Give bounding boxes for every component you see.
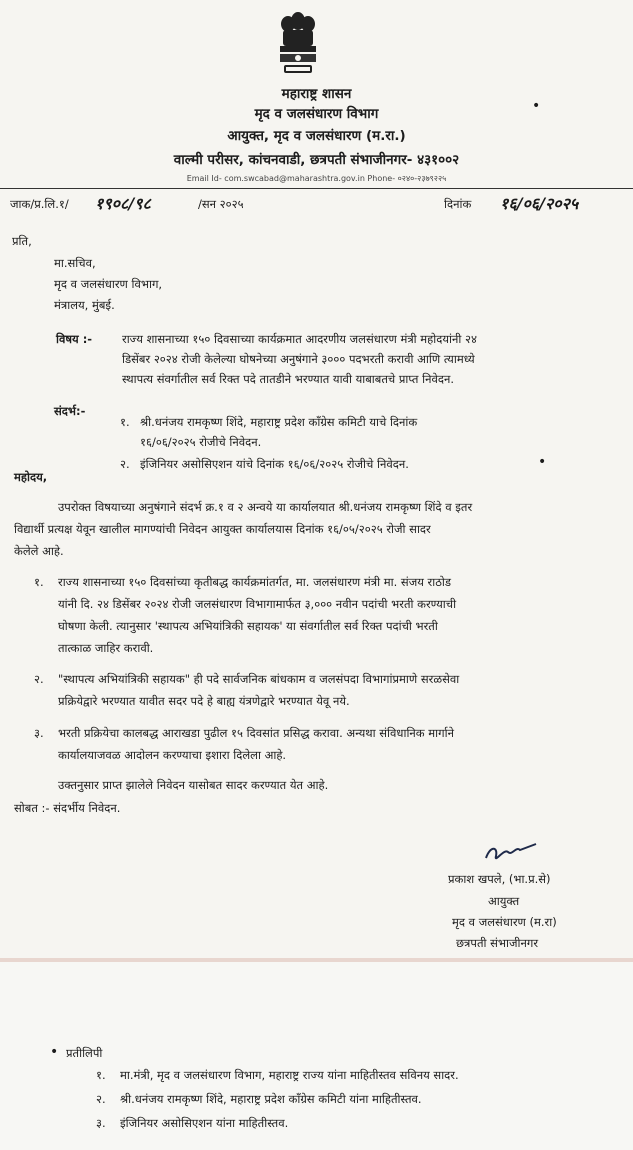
subject-label: विषय :- — [56, 332, 93, 346]
letter-page-2 — [0, 962, 633, 1150]
recipient-line1: मा.सचिव, — [54, 256, 96, 270]
subject-line: स्थापत्य संवर्गातील सर्व रिक्त पदे तातडीने भरण्यात यावी याबाबतचे प्राप्त निवेदन. — [122, 372, 455, 386]
stray-dot: • — [538, 454, 547, 470]
copy-item: इंजिनियर असोसिएशन यांना माहितीस्तव. — [120, 1116, 289, 1130]
point-num: ३. — [34, 726, 44, 740]
reference-item-num: २. — [120, 457, 130, 471]
copy-num: २. — [96, 1092, 106, 1106]
point-line: कार्यालयाजवळ आदोलन करण्याचा इशारा दिलेला आहे. — [58, 748, 287, 762]
salutation: महोदय, — [14, 470, 48, 484]
header-commissioner: आयुक्त, मृद व जलसंधारण (म.रा.) — [227, 128, 406, 144]
recipient-line3: मंत्रालय, मुंबई. — [54, 298, 115, 312]
reference-item-text: १६/०६/२०२५ रोजीचे निवेदन. — [140, 435, 262, 449]
closing-line: उक्तनुसार प्राप्त झालेले निवेदन यासोबत सादर करण्यात येत आहे. — [58, 778, 329, 792]
recipient-line2: मृद व जलसंधारण विभाग, — [54, 277, 163, 291]
stray-dot: • — [532, 98, 541, 114]
copies-heading: प्रतीलिपी — [66, 1046, 103, 1060]
intro-line: विद्यार्थी प्रत्यक्ष येवून खालील मागण्यांची निवेदन आयुक्त कार्यालयास दिनांक १६/०५/२०२५ रोजी सादर — [14, 522, 431, 536]
point-line: यांनी दि. २४ डिसेंबर २०२४ रोजी जलसंधारण विभागामार्फत ३,००० नवीन पदांची भरती करण्याची — [58, 597, 457, 611]
point-line: "स्थापत्य अभियांत्रिकी सहायक" ही पदे सार्वजनिक बांधकाम व जलसंपदा विभागांप्रमाणे सरळसेवा — [58, 672, 460, 686]
state-emblem-icon — [272, 10, 324, 80]
reference-date-value: १६/०६/२०२५ — [500, 194, 579, 213]
signatory-designation: आयुक्त — [488, 894, 520, 908]
signatory-name: प्रकाश खपले, (भा.प्र.से) — [448, 872, 551, 886]
reference-year: /सन २०२५ — [198, 197, 244, 211]
copy-num: ३. — [96, 1116, 106, 1130]
reference-item-text: श्री.धनंजय रामकृष्ण शिंदे, महाराष्ट्र प्रदेश कॉंग्रेस कमिटी याचे दिनांक — [140, 415, 418, 429]
copy-item: श्री.धनंजय रामकृष्ण शिंदे, महाराष्ट्र प्रदेश कॉंग्रेस कमिटी यांना माहितीस्तव. — [120, 1092, 422, 1106]
point-line: प्रक्रियेद्वारे भरण्यात यावीत सदर पदे हे बाह्य यंत्रणेद्वारे भरण्यात येवू नये. — [58, 694, 350, 708]
signatory-city: छत्रपती संभाजीनगर — [456, 936, 539, 950]
intro-line: उपरोक्त विषयाच्या अनुषंगाने संदर्भ क्र.१ व २ अन्वये या कार्यालयात श्री.धनंजय रामकृष्ण शिंदे व इतर — [58, 500, 473, 514]
header-department: मृद व जलसंधारण विभाग — [254, 106, 379, 122]
copy-item: मा.मंत्री, मृद व जलसंधारण विभाग, महाराष्ट्र राज्य यांना माहितीस्तव सविनय सादर. — [120, 1068, 459, 1082]
header-address: वाल्मी परीसर, कांचनवाडी, छत्रपती संभाजीनगर- ४३१००२ — [173, 152, 460, 168]
intro-line: केलेले आहे. — [14, 544, 64, 558]
subject-line: राज्य शासनाच्या १५० दिवसाच्या कार्यक्रमात आदरणीय जलसंधारण मंत्री महोदयांनी २४ — [122, 332, 477, 346]
point-line: घोषणा केली. त्यानुसार 'स्थापत्य अभियांत्रिकी सहायक' या संवर्गातील सर्व रिक्त पदांची भरती — [58, 619, 438, 633]
references-label: संदर्भ:- — [54, 404, 86, 418]
point-line: तात्काळ जाहिर करावी. — [58, 641, 154, 655]
reference-item-num: १. — [120, 415, 130, 429]
header-government: महाराष्ट्र शासन — [281, 86, 352, 102]
recipient-prati: प्रति, — [12, 234, 32, 248]
reference-number: १९०८/९८ — [95, 194, 151, 213]
point-line: राज्य शासनाच्या १५० दिवसांच्या कृतीबद्ध कार्यक्रमांतर्गत, मा. जलसंधारण मंत्री मा. संजय राठोड — [58, 575, 452, 589]
bullet-icon: • — [50, 1044, 59, 1060]
point-line: भरती प्रक्रियेचा कालबद्ध आराखडा पुढील १५ दिवसांत प्रसिद्ध करावा. अन्यथा संविधानिक मार्गाने — [58, 726, 454, 740]
enclosure-line: सोबत :- संदर्भीय निवेदन. — [14, 801, 121, 815]
point-num: १. — [34, 575, 44, 589]
reference-date-label: दिनांक — [444, 197, 472, 211]
copy-num: १. — [96, 1068, 106, 1082]
subject-line: डिसेंबर २०२४ रोजी केलेल्या घोषनेच्या अनुषंगाने ३००० पदभरती करावी आणि त्यामध्ये — [122, 352, 475, 366]
reference-item-text: इंजिनियर असोसिएशन यांचे दिनांक १६/०६/२०२५ रोजीचे निवेदन. — [140, 457, 409, 471]
signature-icon — [480, 838, 542, 866]
signatory-office: मृद व जलसंधारण (म.रा) — [452, 915, 557, 929]
reference-prefix: जाक/प्र.लि.१/ — [10, 197, 69, 211]
header-contact: Email Id- com.swcabad@maharashtra.gov.in Phone- ०२४०-२३७९२२५ — [186, 174, 447, 183]
point-num: २. — [34, 672, 44, 686]
